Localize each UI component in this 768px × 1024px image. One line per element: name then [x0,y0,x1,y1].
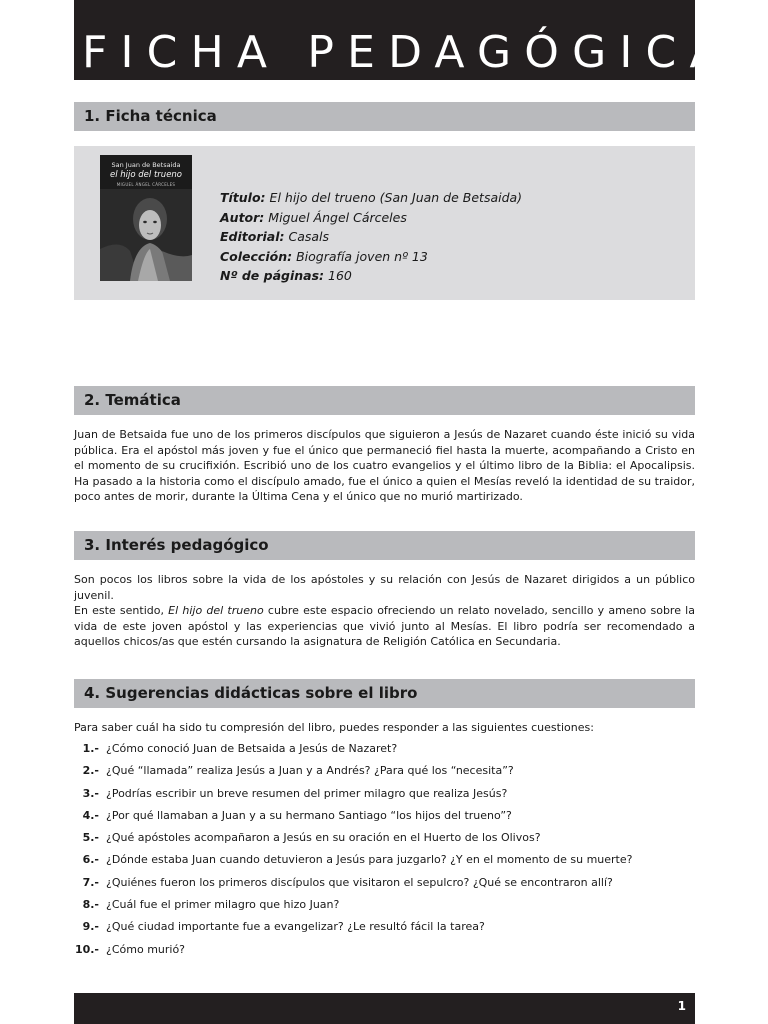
page-footer [74,993,695,1024]
book-info-box [74,146,695,300]
cover-title: el hijo del trueno [109,170,183,180]
list-item [74,897,695,919]
detail-label: Autor: [220,209,265,225]
question-text: ¿Qué ciudad importante fue a evangelizar? ¿Le resultó fácil la tarea? [106,920,485,934]
detail-pages [220,266,522,286]
question-text: ¿Cómo murió? [106,942,186,956]
book-cover-image [100,155,192,281]
question-number: 5.- [82,831,99,845]
detail-value: Biografía joven nº 13 [296,248,428,264]
section-heading-ficha-tecnica [74,102,695,131]
list-item [74,919,695,941]
detail-value: Casals [288,229,330,244]
question-number: 4.- [82,808,99,822]
detail-collection [220,247,522,267]
interes-paragraph-1: Son pocos los libros sobre la vida de los apóstoles y su relación con Jesús de Nazaret dirigidos a un público juvenil. [74,573,695,602]
paragraph-text: cubre este espacio ofreciendo un relato novelado, sencillo y ameno sobre la vida de este joven apóstol y las experiencias que vivió junto al Mesías. El libro podría ser recomendado a aquellos chicos/as que estén cursando la asignatura de Religión Católica en Secundaria. [74,604,695,649]
list-item [74,942,695,964]
book-details [220,188,522,286]
question-text: ¿Dónde estaba Juan cuando detuvieron a Jesús para juzgarlo? ¿Y en el momento de su muerte? [106,853,633,867]
book-title-italic: El hijo del trueno [168,604,264,617]
questions-intro: Para saber cuál ha sido tu compresión del libro, puedes responder a las siguientes cuestiones: [74,721,594,734]
question-number: 2.- [82,764,99,778]
question-number: 3.- [82,786,99,800]
list-item [74,852,695,874]
question-text: ¿Qué apóstoles acompañaron a Jesús en su oración en el Huerto de los Olivos? [106,831,541,845]
detail-label: Editorial: [220,229,285,244]
detail-label: Nº de páginas: [220,268,325,283]
list-item [74,808,695,830]
question-text: ¿Qué “llamada” realiza Jesús a Juan y a Andrés? ¿Para qué los “necesita”? [106,764,514,778]
section-heading-text: 2. Temática [84,391,181,409]
detail-title [220,188,522,208]
question-number: 9.- [82,920,99,934]
section-heading-text: 3. Interés pedagógico [84,536,269,554]
page-title: FICHA PEDAGÓGICA [82,27,733,78]
list-item [74,741,695,763]
tematica-paragraph: Juan de Betsaida fue uno de los primeros discípulos que siguieron a Jesús de Nazaret cuando éste inició su vida pública. Era el apóstol más joven y fue el único que permaneció fiel hasta la muerte, acompañando a Cristo en el momento de su crucifixión. Escribió uno de los cuatro evangelios y el último libro de la Biblia: el Apocalipsis. Ha pasado a la historia como el discípulo amado, fue el único a quien el Mesías reveló la identidad de su traidor, poco antes de morir, durante la Última Cena y el único que no murió martirizado. [74,428,695,504]
section-heading-text: 1. Ficha técnica [84,107,217,125]
question-text: ¿Quiénes fueron los primeros discípulos que visitaron el sepulcro? ¿Qué se encontraron allí? [106,875,613,889]
detail-label: Colección: [220,248,293,264]
list-item [74,763,695,785]
question-text: ¿Cuál fue el primer milagro que hizo Juan? [106,898,340,912]
detail-value: Miguel Ángel Cárceles [268,209,407,225]
list-item [74,875,695,897]
question-number: 7.- [82,875,99,889]
question-number: 1.- [82,742,99,755]
paragraph-text: En este sentido, [74,604,169,617]
page-number: 1 [677,999,686,1013]
question-number: 8.- [82,898,99,912]
section-heading-sugerencias [74,679,695,708]
question-text: ¿Por qué llamaban a Juan y a su hermano Santiago “los hijos del trueno”? [106,808,512,822]
detail-value: 160 [328,268,352,283]
question-number: 6.- [82,853,99,867]
detail-label: Título: [220,190,266,205]
question-number: 10.- [74,942,99,956]
detail-value: El hijo del trueno (San Juan de Betsaida) [269,190,523,205]
section-heading-tematica [74,386,695,415]
cover-portrait [100,189,192,281]
detail-publisher [220,227,522,247]
list-item [74,830,695,852]
title-banner [74,0,733,80]
section-heading-text: 4. Sugerencias didácticas sobre el libro [84,684,418,702]
cover-author: MIGUEL ÁNGEL CÁRCELES [116,182,176,187]
cover-top-text: San Juan de Betsaida [111,161,181,169]
question-text: ¿Cómo conoció Juan de Betsaida a Jesús de Nazaret? [106,742,398,755]
section-heading-interes-pedagogico [74,531,695,560]
questions-list [74,741,695,964]
interes-paragraph-2 [74,603,695,650]
detail-author [220,208,522,228]
question-text: ¿Podrías escribir un breve resumen del primer milagro que realiza Jesús? [106,786,508,800]
list-item [74,786,695,808]
